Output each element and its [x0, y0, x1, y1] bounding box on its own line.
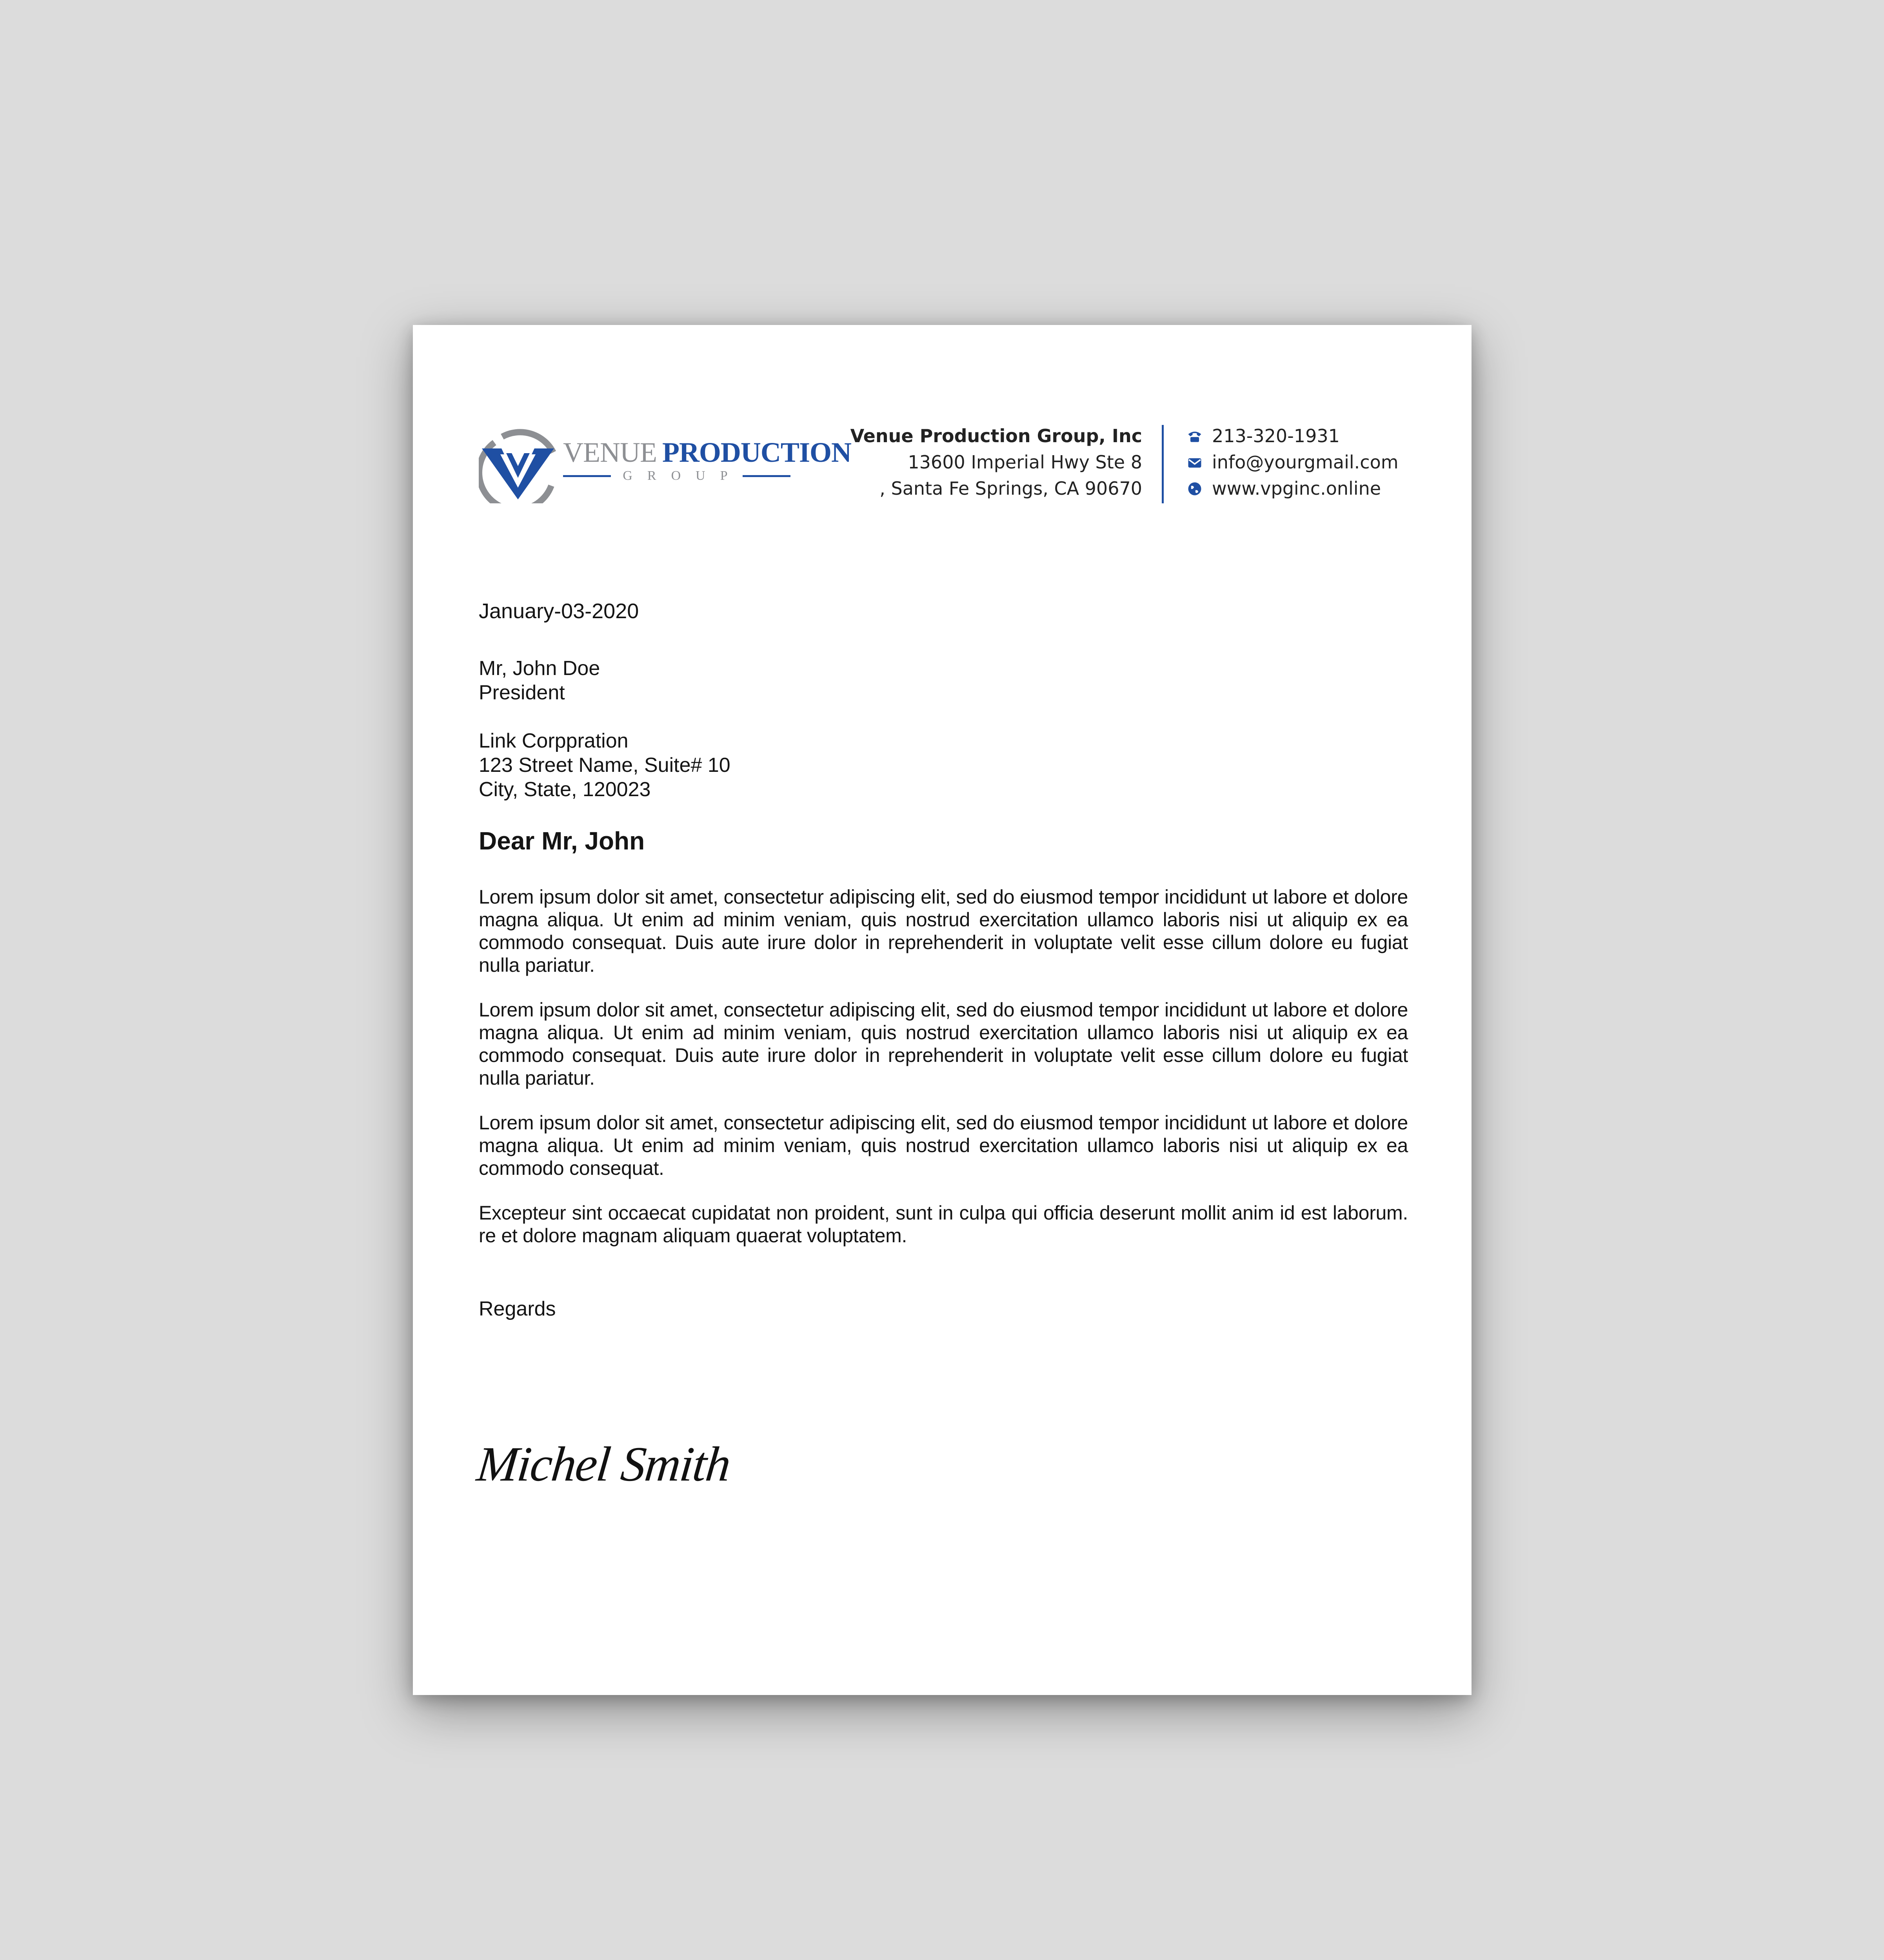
letterhead-page — [413, 325, 1472, 1695]
body-paragraph: Excepteur sint occaecat cupidatat non proident, sunt in culpa qui officia deserunt mollit anim id est laborum. re et dolore magnam aliquam quaerat voluptatem. — [479, 1202, 1408, 1247]
contact-phone[interactable] — [1186, 423, 1399, 449]
recipient-title: President — [479, 681, 565, 704]
company-address-block — [850, 423, 1142, 502]
company-logo — [479, 425, 851, 507]
logo-emblem-icon — [479, 425, 557, 503]
logo-word-group: GROUP — [623, 468, 743, 483]
company-address-line1: 13600 Imperial Hwy Ste 8 — [908, 452, 1142, 473]
logo-word-venue: VENUE — [563, 437, 657, 468]
logo-group-line — [563, 468, 790, 484]
contact-phone-text: 213-320-1931 — [1212, 425, 1340, 446]
recipient-block — [479, 656, 600, 705]
letter-date: January-03-2020 — [479, 599, 639, 623]
globe-icon — [1186, 480, 1203, 497]
contact-web-text: www.vpginc.online — [1212, 478, 1381, 499]
logo-word-production: PRODUCTION — [662, 437, 851, 468]
contact-email[interactable] — [1186, 449, 1399, 475]
closing: Regards — [479, 1298, 556, 1320]
logo-rule-right — [743, 475, 790, 477]
email-icon — [1186, 454, 1203, 471]
recipient-street: 123 Street Name, Suite# 10 — [479, 754, 730, 777]
body-paragraph: Lorem ipsum dolor sit amet, consectetur adipiscing elit, sed do eiusmod tempor incididunt ut labore et dolore magna aliqua. Ut enim ad minim veniam, quis nostrud exercitation ullamco laboris nisi ut aliquip ex ea commodo consequat. Duis aute irure dolor in reprehenderit in voluptate velit esse cillum dolore eu fugiat nulla pariatur. — [479, 886, 1408, 976]
recipient-city: City, State, 120023 — [479, 778, 651, 801]
phone-icon — [1186, 428, 1203, 445]
contact-block — [1186, 423, 1399, 502]
salutation: Dear Mr, John — [479, 827, 645, 855]
letter-body — [479, 886, 1408, 1269]
company-address-line2: , Santa Fe Springs, CA 90670 — [879, 478, 1142, 499]
signature: Michel Smith — [474, 1437, 733, 1492]
contact-web[interactable] — [1186, 475, 1399, 502]
body-paragraph: Lorem ipsum dolor sit amet, consectetur adipiscing elit, sed do eiusmod tempor incididunt ut labore et dolore magna aliqua. Ut enim ad minim veniam, quis nostrud exercitation ullamco laboris nisi ut aliquip ex ea commodo consequat. Duis aute irure dolor in reprehenderit in voluptate velit esse cillum dolore eu fugiat nulla pariatur. — [479, 999, 1408, 1089]
logo-rule-left — [563, 475, 611, 477]
recipient-address-block — [479, 729, 730, 802]
header-divider — [1162, 425, 1164, 503]
body-paragraph: Lorem ipsum dolor sit amet, consectetur adipiscing elit, sed do eiusmod tempor incididunt ut labore et dolore magna aliqua. Ut enim ad minim veniam, quis nostrud exercitation ullamco laboris nisi ut aliquip ex ea commodo consequat. — [479, 1112, 1408, 1179]
company-name: Venue Production Group, Inc — [850, 425, 1142, 446]
recipient-org: Link Corppration — [479, 730, 629, 752]
logo-wordmark — [563, 437, 851, 468]
recipient-name: Mr, John Doe — [479, 657, 600, 680]
contact-email-text: info@yourgmail.com — [1212, 452, 1399, 473]
